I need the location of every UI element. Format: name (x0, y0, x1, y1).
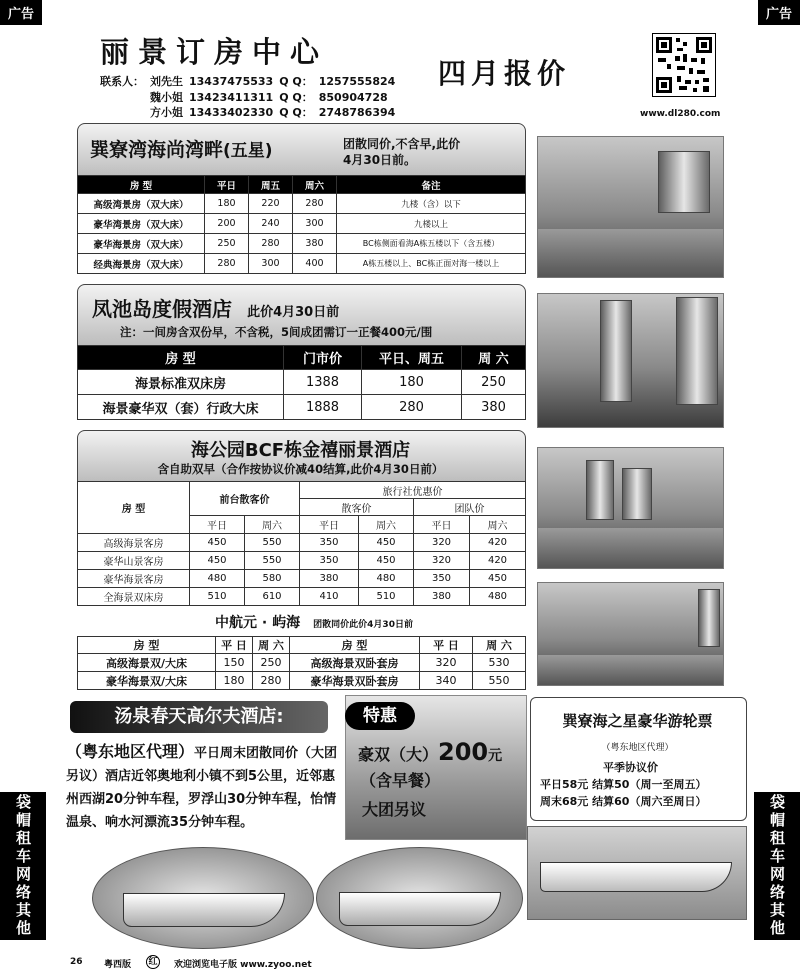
table-cell: 400 (293, 254, 337, 274)
contact-qq-label: Q Q： (279, 90, 313, 104)
col-header: 房 型 (78, 637, 216, 654)
cruise-weekend-price: 周末68元 结算60（周六至周日） (540, 795, 707, 808)
offer-group: 大团另议 (362, 800, 427, 819)
hotel3-subtitle: 含自助双早（合作按协议价减40结算,此价4月30日前） (157, 462, 444, 476)
col-header: 房 型 (78, 176, 205, 194)
col-header: 平日、周五 (362, 346, 462, 370)
hotel2-name: 凤池岛度假酒店 (92, 297, 232, 321)
table-cell: 豪华海景双卧套房 (290, 672, 420, 690)
contact-name: 刘先生 (150, 75, 183, 88)
hotel1-photo (537, 136, 724, 278)
col-header: 门市价 (284, 346, 362, 370)
hotel2-validity: 此价4月30日前 (247, 305, 340, 320)
edition-badge: 红 (146, 955, 160, 969)
table-cell: 九楼以上 (337, 214, 526, 234)
hotel4-name: 中航元 · 屿海 (215, 615, 301, 631)
contact-phone: 13433402330 (189, 106, 274, 119)
table-cell: BC栋侧面看海A栋五楼以下（含五楼） (337, 234, 526, 254)
table-cell: 280 (205, 254, 249, 274)
table-cell: 250 (253, 654, 290, 672)
ad-tag-right: 广告 (758, 0, 800, 25)
col-header: 周 六 (473, 637, 526, 654)
cruise-weekday-price: 平日58元 结算50（周一至周五） (540, 778, 707, 791)
table-cell: 320 (420, 654, 473, 672)
website-url: www.dl280.com (640, 109, 721, 119)
table-cell: A栋五楼以上、BC栋正面对海一楼以上 (337, 254, 526, 274)
sidebar-right: 袋帽租车网络其他 (754, 792, 800, 940)
col-header: 周六 (245, 516, 300, 534)
table-cell: 250 (205, 234, 249, 254)
table-cell: 280 (249, 234, 293, 254)
hotel1-note-line2: 4月30日前。 (343, 153, 417, 167)
table-cell: 530 (473, 654, 526, 672)
col-header: 房 型 (78, 346, 284, 370)
contact-phone: 13437475533 (189, 75, 274, 88)
col-header: 平日 (300, 516, 359, 534)
hotel1-title (90, 135, 273, 162)
table-cell: 450 (190, 552, 245, 570)
table-row (78, 588, 526, 606)
col-header: 周六 (293, 176, 337, 194)
hotel3-title: 海公园BCF栋金禧丽景酒店 (190, 440, 411, 461)
contact-qq: 850904728 (318, 90, 388, 104)
offer-unit: 元 (488, 748, 503, 764)
col-header: 平 日 (420, 637, 473, 654)
table-cell: 350 (414, 570, 470, 588)
golf-offer-price (358, 738, 502, 766)
ship-photo-2 (316, 847, 523, 949)
table-row (78, 570, 526, 588)
table-cell: 高级海景客房 (78, 534, 190, 552)
table-row (78, 370, 526, 395)
table-cell: 510 (190, 588, 245, 606)
table-cell: 经典海景房（双大床） (78, 254, 205, 274)
col-header: 平日 (414, 516, 470, 534)
col-header: 平日 (205, 176, 249, 194)
col-header: 团队价 (414, 499, 526, 516)
table-cell: 300 (293, 214, 337, 234)
table-cell: 480 (359, 570, 414, 588)
table-cell: 550 (473, 672, 526, 690)
table-row (78, 194, 526, 214)
table-cell: 豪华海景客房 (78, 570, 190, 588)
table-cell: 450 (359, 552, 414, 570)
table-row (78, 395, 526, 420)
table-cell: 420 (470, 552, 526, 570)
sidebar-left: 袋帽租车网络其他 (0, 792, 46, 940)
table-row (78, 254, 526, 274)
table-cell: 豪华山景客房 (78, 552, 190, 570)
col-header: 平日 (190, 516, 245, 534)
table-cell: 550 (245, 534, 300, 552)
cruise-ship-photo (527, 826, 747, 920)
table-cell: 九楼（含）以下 (337, 194, 526, 214)
col-header: 周六 (359, 516, 414, 534)
ship-photo-1 (92, 847, 314, 949)
golf-agent: （粤东地区代理） (66, 742, 195, 761)
table-cell: 580 (245, 570, 300, 588)
hotel4-title (215, 612, 413, 632)
col-header: 旅行社优惠价 (300, 482, 526, 499)
table-cell: 280 (293, 194, 337, 214)
table-cell: 海景标准双床房 (78, 370, 284, 395)
table-cell: 280 (362, 395, 462, 420)
table-cell: 280 (253, 672, 290, 690)
offer-breakfast: （含早餐） (360, 771, 441, 790)
table-cell: 240 (249, 214, 293, 234)
col-header: 散客价 (300, 499, 414, 516)
table-cell: 380 (300, 570, 359, 588)
table-row (78, 234, 526, 254)
table-cell: 350 (300, 552, 359, 570)
table-cell: 380 (293, 234, 337, 254)
table-cell: 420 (470, 534, 526, 552)
table-cell: 豪华湾景房（双大床） (78, 214, 205, 234)
table-cell: 海景豪华双（套）行政大床 (78, 395, 284, 420)
table-cell: 1888 (284, 395, 362, 420)
table-cell: 380 (462, 395, 526, 420)
hotel1-note (343, 136, 460, 168)
col-header: 备注 (337, 176, 526, 194)
contact-phone: 13423411311 (189, 90, 274, 104)
contact-name: 方小姐 (150, 106, 183, 119)
table-cell: 350 (300, 534, 359, 552)
table-cell: 250 (462, 370, 526, 395)
col-header: 周 六 (253, 637, 290, 654)
table-cell: 180 (205, 194, 249, 214)
hotel1-note-line1: 团散同价,不含早,此价 (343, 137, 461, 151)
contact-list (100, 74, 401, 121)
table-row (78, 552, 526, 570)
col-header: 周六 (470, 516, 526, 534)
contact-qq-label: Q Q： (279, 75, 313, 88)
table-cell: 610 (245, 588, 300, 606)
table-cell: 340 (420, 672, 473, 690)
page-number: 26 (70, 957, 83, 967)
hotel2-title (92, 293, 339, 322)
cruise-price-label: 平季协议价 (603, 761, 658, 774)
table-cell: 320 (414, 552, 470, 570)
hotel3-table (77, 481, 526, 606)
hotel4-note: 团散同价此价4月30日前 (313, 620, 413, 630)
contact-label: 联系人： (100, 75, 144, 88)
hotel2-photo (537, 293, 724, 428)
cruise-title: 巽寮海之星豪华游轮票 (562, 712, 713, 730)
hotel1-name: 巽寮湾海尚湾畔 (90, 139, 224, 161)
table-cell: 300 (249, 254, 293, 274)
table-cell: 全海景双床房 (78, 588, 190, 606)
golf-banner: 汤泉春天高尔夫酒店: (70, 701, 328, 733)
table-cell: 高级湾景房（双大床） (78, 194, 205, 214)
edition-label: 粤西版 (104, 960, 132, 970)
hotel1-star: (五星) (223, 141, 273, 161)
hotel4-photo (537, 582, 724, 686)
offer-room: 豪双（大） (358, 745, 439, 764)
col-header: 平 日 (216, 637, 253, 654)
col-header: 房 型 (290, 637, 420, 654)
hotel2-table (77, 345, 526, 420)
contact-row (100, 105, 401, 121)
table-cell: 450 (359, 534, 414, 552)
contact-row (100, 90, 401, 106)
hotel2-note: 注：一间房含双份早，不含税，5间成团需订一正餐400元/围 (120, 325, 433, 339)
table-cell: 1388 (284, 370, 362, 395)
table-cell: 高级海景双卧套房 (290, 654, 420, 672)
table-cell: 220 (249, 194, 293, 214)
hotel1-table (77, 175, 526, 274)
hotel3-photo (537, 447, 724, 569)
special-offer-badge: 特惠 (345, 702, 415, 730)
table-cell: 高级海景双/大床 (78, 654, 216, 672)
table-cell: 480 (190, 570, 245, 588)
table-cell: 550 (245, 552, 300, 570)
brand-title: 丽景订房中心 (100, 35, 329, 69)
golf-description (66, 740, 342, 834)
contact-name: 魏小姐 (150, 90, 183, 104)
table-row (78, 534, 526, 552)
table-cell: 380 (414, 588, 470, 606)
table-cell: 410 (300, 588, 359, 606)
table-cell: 180 (216, 672, 253, 690)
cruise-agent: （粤东地区代理） (601, 743, 674, 753)
table-row (78, 654, 526, 672)
ad-tag-left: 广告 (0, 0, 42, 25)
table-cell: 480 (470, 588, 526, 606)
footer-text: 欢迎浏览电子版 www.zyoo.net (174, 960, 312, 970)
contact-qq-label: Q Q： (279, 106, 313, 119)
table-row (78, 672, 526, 690)
offer-price: 200 (438, 738, 489, 766)
table-cell: 豪华海景房（双大床） (78, 234, 205, 254)
table-cell: 450 (190, 534, 245, 552)
col-header: 房 型 (78, 482, 190, 534)
qr-code (652, 33, 716, 97)
hotel4-table (77, 636, 526, 690)
contact-row (100, 74, 401, 90)
table-cell: 180 (362, 370, 462, 395)
contact-qq: 1257555824 (318, 75, 396, 88)
table-cell: 450 (470, 570, 526, 588)
table-cell: 510 (359, 588, 414, 606)
col-header: 周五 (249, 176, 293, 194)
golf-body: 平日周末团散同价（大团另议）酒店近邻奥地利小镇不到5公里，近邻惠州西湖20分钟车程，罗浮山30分钟车程，怡情温泉、响水河漂流35分钟车程。 (66, 746, 338, 830)
table-row (78, 214, 526, 234)
table-cell: 320 (414, 534, 470, 552)
month-title: 四月报价 (438, 57, 571, 90)
table-cell: 150 (216, 654, 253, 672)
col-header: 前台散客价 (190, 482, 300, 516)
table-cell: 豪华海景双/大床 (78, 672, 216, 690)
contact-qq: 2748786394 (318, 106, 396, 119)
col-header: 周 六 (462, 346, 526, 370)
table-cell: 200 (205, 214, 249, 234)
